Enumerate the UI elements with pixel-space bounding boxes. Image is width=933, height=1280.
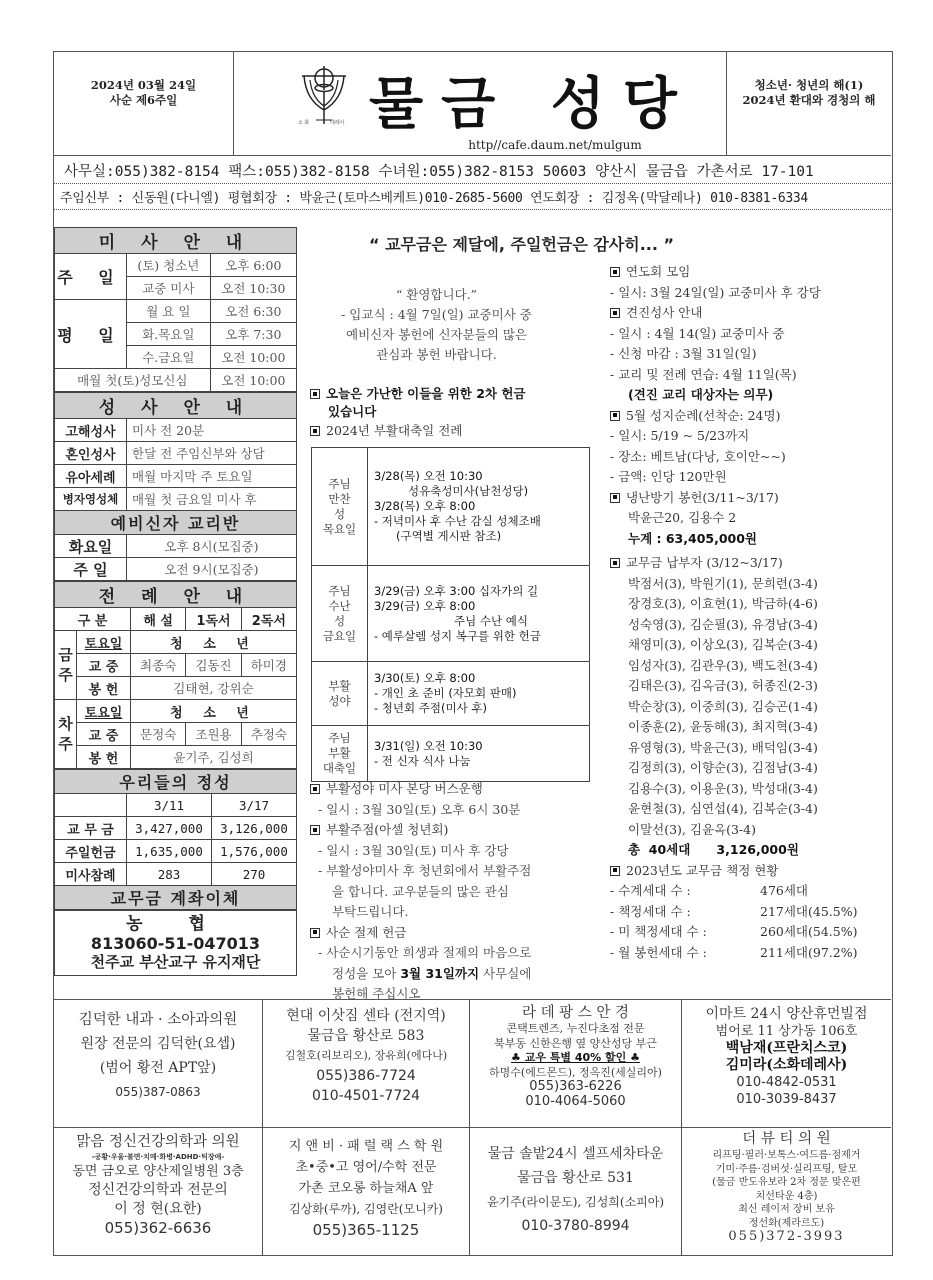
sacraments-title: 성 사 안 내 (55, 393, 297, 419)
next-week-label: 차주 (55, 700, 77, 769)
lent-notice-line: - 사순시기동안 희생과 절제의 마음으로 (318, 945, 532, 960)
main-mass-label: 교 중 (77, 723, 131, 746)
donor-row: 성숙영(3), 김순필(3), 유경남(3-4) (628, 616, 818, 632)
ad-optician: 라 데 팡 스 안 경 콘택트렌즈, 누진다초점 전문 북부동 신한은행 옆 양산성당 부근 ♣ 교우 특별 40% 할인 ♣ 하명수(에드몬드), 정옥진(세실리아) 055)363-6226 010-4064-5060 (470, 1000, 682, 1128)
mass-time: 오전 10:30 (210, 277, 296, 300)
account-number: 813060-51-047013 (90, 934, 261, 953)
liturgy-header: 1독서 (186, 608, 241, 631)
sacrament-label: 병자영성체 (55, 488, 127, 511)
leaders-contact-line: 주임신부 : 신동원(다니엘) 평협회장 : 박윤근(토마스베케트)010-2685-5600 연도회장 : 김정옥(막달레나) 010-8381-6334 (54, 184, 891, 210)
mass-time: 오전 10:00 (210, 346, 296, 369)
masthead-theme (726, 52, 891, 156)
svg-text:소 화: 소 화 (298, 120, 310, 126)
pledge-status-line: - 월 봉헌세대 수 : 211세대(97.2%) (610, 944, 858, 960)
liturgy-title: 전 례 안 내 (55, 582, 297, 608)
welcome-line: 관심과 봉헌 바랍니다. (376, 347, 497, 362)
weekday-label: 평 일 (55, 300, 127, 369)
saturday-label: 토요일 (77, 631, 131, 654)
theme-line-1: 청소년· 청년의 해(1) (754, 78, 864, 92)
donor-row: 이말선(3), 김윤옥(3-4) (628, 821, 756, 837)
bullet-square-icon (310, 928, 320, 938)
bullet-square-icon (310, 389, 320, 399)
commentator: 최종숙 (131, 654, 186, 677)
right-column (610, 262, 890, 963)
bullet-square-icon (310, 825, 320, 835)
offering-label: 미사참례 (55, 863, 127, 886)
saturday-value: 청 소 년 (131, 631, 297, 654)
bullet-square-icon (310, 784, 320, 794)
this-week-label: 금주 (55, 631, 77, 700)
offertory-value: 윤기주, 김성희 (131, 746, 297, 769)
saturday-value: 청 소 년 (131, 700, 297, 723)
headline-quote: “ 교무금은 제달에, 주일헌금은 감사히... ” (369, 235, 675, 254)
heating-donation-title: 냉난방기 봉헌(3/11~3/17) (610, 488, 890, 509)
offering-label: 교 무 금 (55, 817, 127, 840)
offertory-label: 봉 헌 (77, 677, 131, 700)
donor-row: 김용수(3), 이용운(3), 박성대(3-4) (628, 780, 818, 796)
sacrament-value: 매월 첫 금요일 미사 후 (127, 488, 297, 511)
heating-donation-line: 박윤근20, 김용수 2 (628, 510, 737, 525)
advertisements (54, 999, 891, 1255)
mass-time: 오전 6:30 (210, 300, 296, 323)
offering-value: 1,576,000 (212, 840, 297, 863)
confirmation-line: - 교리 및 전례 연습: 4월 11일(목) (610, 366, 797, 382)
pub-notice-line: 부탁드립니다. (332, 904, 409, 919)
easter-day-details: 3/28(목) 오전 10:30 성유축성미사(남천성당) 3/28(목) 오후 8:00 - 저녁미사 후 수난 감실 성체조배 (구역별 게시판 참조) (368, 448, 590, 566)
masthead-title-area (234, 52, 726, 156)
offering-value: 1,635,000 (127, 840, 212, 863)
welcome-title: “ 환영합니다.” (395, 287, 478, 302)
church-title: 물금 성당 (369, 72, 695, 137)
main-mass-label: 교 중 (77, 654, 131, 677)
ad-moving: 현대 이삿짐 센타 (전지역) 물금읍 황산로 583 김철호(리보리오), 장유희(에다나) 055)386-7724 010-4501-7724 (263, 1000, 470, 1128)
transfer-title: 교무금 계좌이체 (55, 886, 297, 910)
pilgrimage-line: - 장소: 베트남(다낭, 호이안~~) (610, 448, 786, 464)
monthly-mass-day: 매월 첫(토)성모신심 (55, 369, 211, 392)
lent-notice-title: 사순 절제 헌금 (310, 923, 600, 944)
ad-academy: 지 앤 비 · 패 럴 랙 스 학 원 초•중•고 영어/수학 전문 가촌 코오롱 하늘채A 앞 김상화(루까), 김영란(모니카) 055)365-1125 (263, 1128, 470, 1255)
ad-car-wash: 물금 솔밭24시 셀프세차타운 물금읍 황산로 531 윤기주(라이문도), 김성희(소피아) 010-3780-8994 (470, 1128, 682, 1255)
saturday-label: 토요일 (77, 700, 131, 723)
easter-day-details: 3/31(일) 오전 10:30 - 전 신자 식사 나눔 (368, 726, 590, 782)
ad-beauty-clinic: 더 뷰 티 의 원 리프팅·필러·보톡스·여드름·점제거 기미·주름·검버섯·실리프팅, 탈모 (물금 반도유보라 2차 정문 맞은편 치선타운 4층) 최신 레이저 장비 보유 정선화(제라르도) 055)372-3993 (712, 1131, 861, 1244)
date-header: 3/11 (127, 794, 212, 817)
reader-1: 조원용 (186, 723, 241, 746)
sunday-label: 주 일 (55, 254, 127, 300)
ad-psychiatry: 맑음 정신건강의학과 의원 -공황·우울·불면·치매·화병·ADHD·틱장애- 동면 금오로 양산제일병원 3층 정신건강의학과 전문의 이 정 현(요한) 055)362-6636 (54, 1128, 263, 1255)
reader-2: 추정숙 (241, 723, 296, 746)
date-text: 2024년 03월 24일 (90, 78, 197, 92)
donor-row: 윤현철(3), 심연섭(4), 김복순(3-4) (628, 801, 818, 816)
pub-notice-line: - 부활성야미사 후 청년회에서 부활주점 (318, 863, 532, 878)
donors-title: 교무금 납부자 (3/12~3/17) (610, 553, 890, 574)
pledge-status-title: 2023년도 교무금 책정 현황 (610, 861, 890, 882)
pub-notice-title: 부활주점(아셀 청년회) (310, 820, 600, 841)
bank-account-box (54, 910, 297, 976)
confirmation-required-note: (견진 교리 대상자는 의무) (628, 387, 774, 402)
ad-convenience-store: 이마트 24시 양산휴먼빌점 범어로 11 상가동 106호 백남재(프란치스코) 김미라(소화데레사) 010-4842-0531 010-3039-8437 (682, 1000, 891, 1128)
lent-notice-line: 정성을 모아 3월 31일까지 사무실에 (332, 965, 532, 981)
church-logo-icon (294, 66, 354, 128)
offering-value: 3,427,000 (127, 817, 212, 840)
sacrament-label: 고해성사 (55, 419, 127, 442)
offerings-table (54, 769, 297, 910)
bullet-square-icon (610, 411, 620, 421)
welcome-line: 예비신자 봉헌에 신자분들의 많은 (346, 327, 527, 342)
offertory-value: 김태현, 강위순 (131, 677, 297, 700)
bullet-square-icon (610, 493, 620, 503)
empty-cell (55, 794, 127, 817)
left-column (54, 227, 297, 976)
easter-day-details: 3/29(금) 오후 3:00 십자가의 길 3/29(금) 오후 8:00 주님 수난 예식 - 예루살렘 성지 복구를 위한 헌금 (368, 566, 590, 662)
bank-name: 농 협 (126, 914, 225, 934)
pledge-status-line: - 수계세대 수 : 476세대 (610, 883, 809, 898)
bullet-square-icon (310, 426, 320, 436)
donor-row: 장경호(3), 이효현(1), 박금하(4-6) (628, 596, 818, 611)
theme-line-2: 2024년 환대와 경청의 해 (742, 93, 876, 107)
date-header: 3/17 (212, 794, 297, 817)
lent-notice-line: 봉헌해 주십시오 (332, 986, 421, 1001)
catechumen-value: 오전 9시(모집중) (127, 558, 297, 581)
pledge-status-line: - 책정세대 수 : 217세대(45.5%) (610, 903, 858, 919)
commentator: 문정숙 (131, 723, 186, 746)
catechumen-title: 예비신자 교리반 (55, 511, 297, 535)
mass-day: 수.금요일 (127, 346, 211, 369)
bullet-square-icon (610, 267, 620, 277)
bus-notice-title: 부활성야 미사 본당 버스운행 (310, 779, 600, 800)
bullet-square-icon (610, 308, 620, 318)
middle-notices (310, 779, 600, 1005)
donor-row: 박점서(3), 박원기(1), 문희련(3-4) (628, 575, 818, 591)
confirmation-line: - 신청 마감 : 3월 31일(일) (610, 346, 757, 361)
offertory-label: 봉 헌 (77, 746, 131, 769)
donor-row: 김태은(3), 김옥금(3), 허종진(2-3) (628, 678, 818, 693)
bullet-square-icon (610, 558, 620, 568)
mass-schedule-title: 미 사 안 내 (55, 228, 297, 254)
donor-row: 임성자(3), 김관우(3), 백도천(3-4) (628, 657, 818, 673)
confirmation-title: 견진성사 안내 (610, 303, 890, 324)
bullet-square-icon (610, 866, 620, 876)
easter-day-label: 부활 성야 (312, 662, 368, 726)
liturgy-table (54, 581, 297, 769)
easter-day-label: 주님 만찬 성 목요일 (312, 448, 368, 566)
donor-row: 김정희(3), 이향순(3), 김점남(3-4) (628, 760, 818, 775)
masthead (54, 52, 891, 156)
donor-row: 박순창(3), 이중희(3), 김승곤(1-4) (628, 698, 818, 714)
catechumen-label: 주 일 (55, 558, 127, 581)
heating-donation-total: 누계 : 63,405,000원 (628, 530, 758, 546)
welcome-line: - 입교식 : 4월 7일(일) 교중미사 중 (341, 307, 532, 322)
office-contact-line: 사무실:055)382-8154 팩스:055)382-8158 수녀원:055)382-8153 50603 양산시 물금읍 가촌서로 17-101 (54, 156, 891, 184)
easter-liturgy-heading: 2024년 부활대축일 전례 (310, 422, 462, 440)
sacrament-value: 매월 마지막 주 토요일 (127, 465, 297, 488)
offering-value: 270 (212, 863, 297, 886)
ad-clinic: 김덕한 내과 · 소아과의원 원장 전문의 김덕한(요셉) (범어 황전 APT앞) 055)387-0863 (54, 1000, 263, 1128)
easter-day-label: 주님 수난 성 금요일 (312, 566, 368, 662)
mass-day: 월 요 일 (127, 300, 211, 323)
liturgy-header: 구 분 (55, 608, 131, 631)
mass-schedule-table (54, 227, 297, 392)
yeondo-line: - 일시: 3월 24일(일) 교중미사 후 강당 (610, 284, 821, 300)
donor-row: 채영미(3), 이상오(3), 김복순(3-4) (628, 637, 818, 652)
easter-day-details: 3/30(토) 오후 8:00 - 개인 초 준비 (자모회 판매) - 청년회 주점(미사 후) (368, 662, 590, 726)
liturgical-week: 사순 제6주일 (109, 93, 178, 107)
pledge-status-line: - 미 책정세대 수 : 260세대(54.5%) (610, 924, 858, 939)
liturgy-header: 해 설 (131, 608, 186, 631)
sacrament-value: 미사 전 20분 (127, 419, 297, 442)
offerings-title: 우리들의 정성 (55, 770, 297, 794)
account-holder: 천주교 부산교구 유지재단 (90, 953, 261, 971)
sacrament-label: 혼인성사 (55, 442, 127, 465)
offering-value: 3,126,000 (212, 817, 297, 840)
catechumen-label: 화요일 (55, 535, 127, 558)
offering-label: 주일헌금 (55, 840, 127, 863)
reader-1: 김동진 (186, 654, 241, 677)
svg-text:데레사: 데레사 (330, 120, 345, 126)
mass-day: (토) 청소년 (127, 254, 211, 277)
easter-day-label: 주님 부활 대축일 (312, 726, 368, 782)
pilgrimage-title: 5월 성지순례(선착순: 24명) (610, 406, 890, 427)
second-collection-notice: 오늘은 가난한 이들을 위한 2차 헌금 있습니다 (310, 385, 600, 421)
confirmation-line: - 일시 : 4월 14(일) 교중미사 중 (610, 325, 785, 341)
yeondo-title: 연도회 모임 (610, 262, 890, 283)
pub-notice-line: 을 합니다. 교우분들의 많은 관심 (332, 883, 509, 899)
reader-2: 하미경 (241, 654, 296, 677)
sacraments-table (54, 392, 297, 581)
easter-schedule-table (311, 447, 590, 782)
mass-day: 교중 미사 (127, 277, 211, 300)
donor-row: 이종훈(2), 윤동해(3), 최지혁(3-4) (628, 719, 818, 734)
monthly-mass-time: 오전 10:00 (210, 369, 296, 392)
donor-row: 유영형(3), 박윤근(3), 배덕임(3-4) (628, 739, 818, 755)
catechumen-value: 오후 8시(모집중) (127, 535, 297, 558)
pub-notice-line: - 일시 : 3월 30일(토) 미사 후 강당 (318, 842, 509, 858)
sacrament-label: 유아세례 (55, 465, 127, 488)
pilgrimage-line: - 일시: 5/19 ~ 5/23까지 (610, 428, 750, 443)
bulletin-page (53, 51, 893, 1256)
mass-time: 오후 7:30 (210, 323, 296, 346)
liturgy-header: 2독서 (241, 608, 296, 631)
offering-value: 283 (127, 863, 212, 886)
bus-notice-line: - 일시 : 3월 30일(토) 오후 6시 30분 (318, 801, 521, 817)
welcome-notice (309, 285, 564, 365)
pilgrimage-line: - 금액: 인당 120만원 (610, 469, 727, 484)
mass-time: 오후 6:00 (210, 254, 296, 277)
donors-total: 총 40세대 3,126,000원 (628, 842, 799, 857)
mass-day: 화.목요일 (127, 323, 211, 346)
masthead-date (54, 52, 234, 156)
cafe-url-link[interactable]: http//cafe.daum.net/mulgum (468, 138, 642, 152)
sacrament-value: 한달 전 주임신부와 상담 (127, 442, 297, 465)
